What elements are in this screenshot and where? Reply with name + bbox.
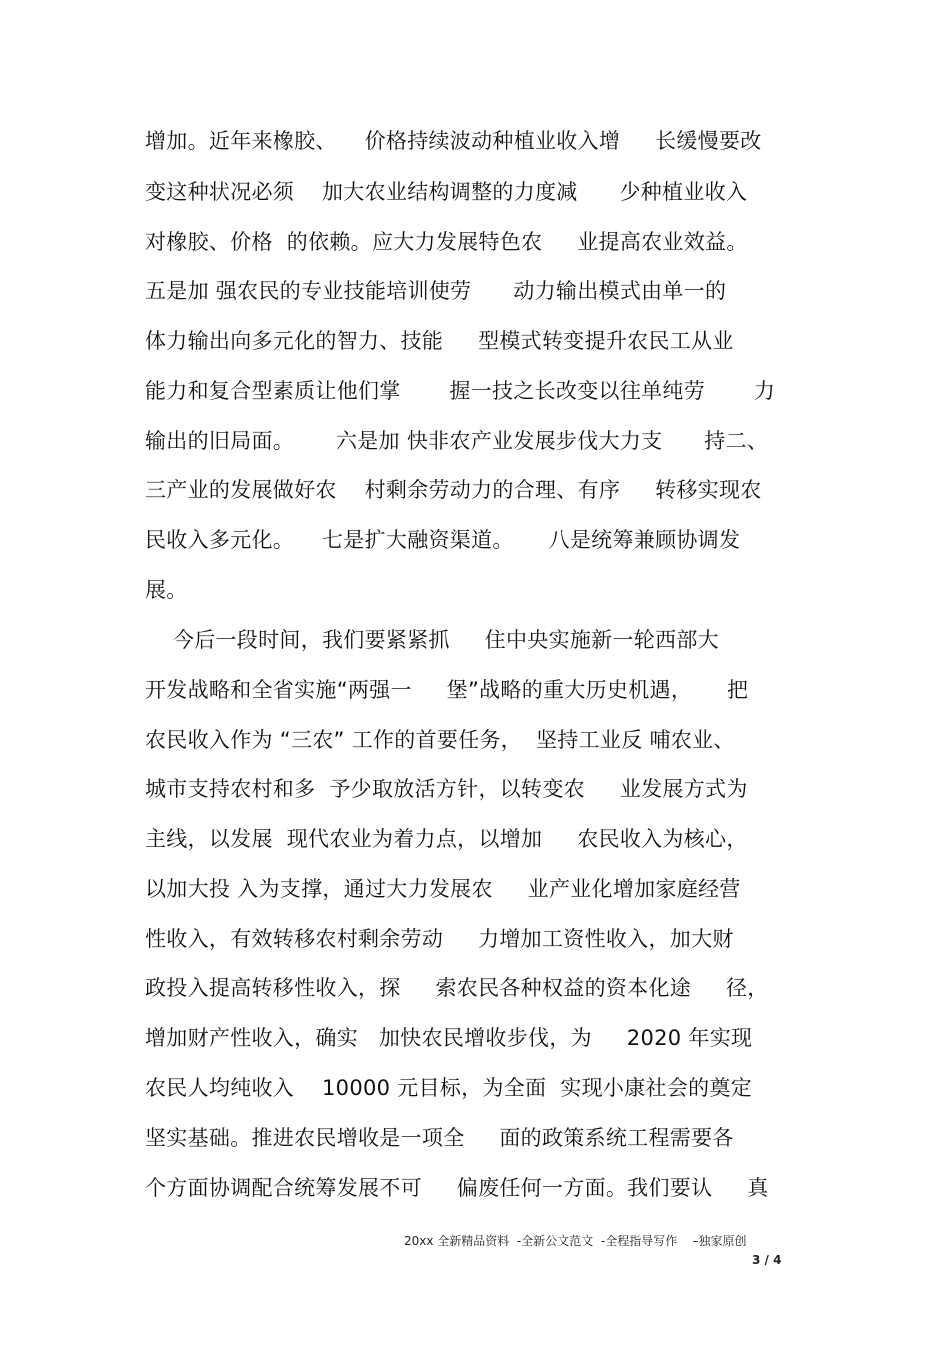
text-line: 能力和复合型素质让他们掌 握一技之长改变以往单纯劳 力 bbox=[145, 379, 776, 403]
text-line: 三产业的发展做好农 村剩余劳动力的合理、有序 转移实现农 bbox=[145, 478, 762, 502]
text-line: 民收入多元化。 七是扩大融资渠道。 八是统筹兼顾协调发 bbox=[145, 528, 741, 552]
text-line: 今后一段时间，我们要紧紧抓 住中央实施新一轮西部大 bbox=[145, 628, 719, 652]
text-line: 对橡胶、价格 的依赖。应大力发展特色农 业提高农业效益。 bbox=[145, 230, 748, 254]
text-line: 五是加 强农民的专业技能培训使劳 动力输出模式由单一的 bbox=[145, 279, 727, 303]
text-line: 农民收入作为 “三农” 工作的首要任务， 坚持工业反 哺农业、 bbox=[145, 728, 735, 752]
text-line: 变这种状况必须 加大农业结构调整的力度减 少种植业收入 bbox=[145, 180, 748, 204]
text-line: 性收入，有效转移农村剩余劳动 力增加工资性收入，加大财 bbox=[145, 927, 734, 951]
page-number: 3 / 4 bbox=[752, 1253, 782, 1267]
footer-text: 20xx 全新精品资料 -全新公文范文 -全程指导写作 –独家原创 bbox=[404, 1234, 747, 1248]
text-line: 增加。近年来橡胶、 价格持续波动种植业收入增 长缓慢要改 bbox=[145, 129, 762, 153]
text-line: 展。 bbox=[145, 578, 188, 602]
text-line: 以加大投 入为支撑，通过大力发展农 业产业化增加家庭经营 bbox=[145, 877, 741, 901]
text-line: 农民人均纯收入 10000 元目标，为全面 实现小康社会的奠定 bbox=[145, 1076, 753, 1100]
text-line: 坚实基础。推进农民增收是一项全 面的政策系统工程需要各 bbox=[145, 1126, 734, 1150]
text-line: 政投入提高转移性收入，探 索农民各种权益的资本化途 径， bbox=[145, 976, 769, 1000]
text-line: 主线，以发展 现代农业为着力点，以增加 农民收入为核心， bbox=[145, 827, 748, 851]
text-line: 开发战略和全省实施“两强一 堡”战略的重大历史机遇， 把 bbox=[145, 678, 749, 702]
text-line: 城市支持农村和多 予少取放活方针，以转变农 业发展方式为 bbox=[145, 777, 748, 801]
text-line: 个方面协调配合统筹发展不可 偏废任何一方面。我们要认 真 bbox=[145, 1176, 769, 1200]
text-line: 体力输出向多元化的智力、技能 型模式转变提升农民工从业 bbox=[145, 329, 734, 353]
text-line: 输出的旧局面。 六是加 快非农产业发展步伐大力支 持二、 bbox=[145, 429, 769, 453]
text-line: 增加财产性收入，确实 加快农民增收步伐，为 2020 年实现 bbox=[145, 1026, 753, 1050]
